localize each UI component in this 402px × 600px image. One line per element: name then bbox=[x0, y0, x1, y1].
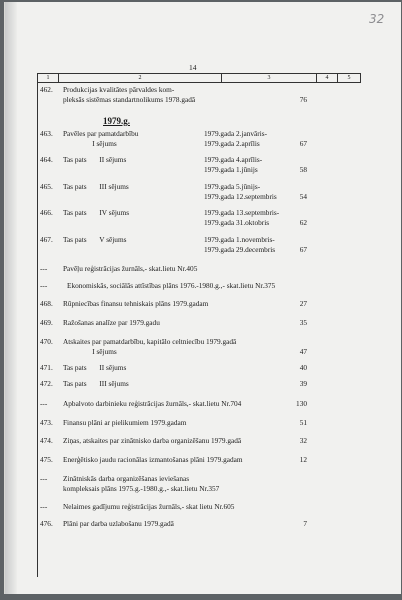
date-line: 1979.gada 2.janvāris- bbox=[204, 129, 268, 138]
row-description bbox=[63, 379, 129, 389]
row-sheet-count: 54 bbox=[299, 191, 307, 201]
row-description bbox=[63, 182, 129, 192]
date-line: 1979.gada 13.septembris- bbox=[204, 208, 280, 217]
description-line: Rūpniecības finansu tehniskais plāns 1979.gadam bbox=[63, 299, 209, 308]
row-number: 470. bbox=[40, 337, 53, 346]
row-description bbox=[63, 519, 174, 529]
row-dates bbox=[204, 129, 267, 148]
row-number: 472. bbox=[40, 379, 53, 388]
description-line: Ziņas, atskaites par zinātnisko darba organizēšanu 1979.gadā bbox=[63, 436, 242, 445]
row-sheet-count: 12 bbox=[299, 455, 307, 464]
row-number: 467. bbox=[40, 235, 53, 244]
handwritten-page-number: 32 bbox=[369, 12, 385, 26]
row-sheet-count: 51 bbox=[299, 418, 307, 427]
row-sheet-count: 40 bbox=[299, 363, 307, 372]
row-description bbox=[63, 129, 138, 148]
date-line: 1979.gada 4.aprīlis- bbox=[204, 155, 263, 164]
row-description bbox=[63, 455, 243, 465]
row-description bbox=[63, 502, 234, 512]
row-number: --- bbox=[40, 399, 48, 408]
column-header-row bbox=[37, 73, 361, 83]
description-line: Finansu plāni ar pielikumiem 1979.gadam bbox=[63, 418, 187, 427]
row-description bbox=[63, 85, 195, 104]
year-heading: 1979.g. bbox=[103, 116, 130, 126]
row-dates bbox=[204, 182, 277, 201]
document-page bbox=[4, 2, 401, 594]
description-line: Tas pats II sējums bbox=[63, 155, 127, 164]
description-line: Pavēļu reģistrācijas žurnāls,- skat.lietu Nr.405 bbox=[63, 264, 198, 273]
row-sheet-count: 58 bbox=[299, 164, 307, 174]
description-line: Tas pats V sējums bbox=[63, 235, 127, 244]
row-dates bbox=[204, 155, 262, 174]
date-line: 1979.gada 31.oktobris bbox=[204, 217, 270, 227]
row-description bbox=[63, 474, 219, 493]
description-line: Ekonomiskās, sociālās attīstības plāns 1976.-1980.g.,- skat.lietu Nr.375 bbox=[67, 281, 276, 290]
row-sheet-count: 32 bbox=[299, 436, 307, 445]
description-line: Zinātniskās darba organizēšanas ieviešanas bbox=[63, 474, 190, 483]
row-number: 474. bbox=[40, 436, 53, 445]
row-sheet-count: 39 bbox=[299, 379, 307, 388]
description-line: Nelaimes gadījumu reģistrācijas žurnāls,- skat lietu Nr.605 bbox=[63, 502, 235, 511]
row-number: 476. bbox=[40, 519, 53, 528]
row-dates bbox=[204, 208, 279, 227]
row-number: 463. bbox=[40, 129, 53, 138]
description-line: Tas pats III sējums bbox=[63, 182, 129, 191]
row-number: 475. bbox=[40, 455, 53, 464]
column-header-5: 5 bbox=[347, 75, 351, 81]
column-header-1: 1 bbox=[38, 74, 59, 82]
description-line: Tas pats IV sējums bbox=[63, 208, 130, 217]
column-header-3: 3 bbox=[222, 74, 317, 82]
row-sheet-count: 35 bbox=[299, 318, 307, 327]
row-sheet-count: 76 bbox=[299, 94, 307, 104]
row-description bbox=[63, 155, 126, 165]
description-line: Apbalvoto darbinieku reģistrācijas žurnāls,- skat.lietu Nr.704 bbox=[63, 399, 242, 408]
column-header-2: 2 bbox=[59, 74, 222, 82]
description-line: Enerģētisko jaudu racionālas izmantošanas plāni 1979.gadam bbox=[63, 455, 243, 464]
page-number: 14 bbox=[189, 63, 197, 72]
description-line: kompleksais plāns 1975.g.-1980.g.,- skat.lietu Nr.357 bbox=[63, 483, 220, 493]
row-sheet-count: 7 bbox=[303, 519, 307, 528]
row-number: --- bbox=[40, 502, 48, 511]
date-line: 1979.gada 29.decembris bbox=[204, 244, 276, 254]
row-description bbox=[63, 363, 126, 373]
row-number: 462. bbox=[40, 85, 53, 94]
row-description bbox=[63, 299, 208, 309]
row-number: 465. bbox=[40, 182, 53, 191]
left-border-line bbox=[37, 81, 38, 577]
row-number: --- bbox=[40, 264, 48, 273]
date-line: 1979.gada 12.septembris bbox=[204, 191, 277, 201]
row-description bbox=[63, 337, 236, 356]
row-number: 469. bbox=[40, 318, 53, 327]
description-line: Produkcijas kvalitātes pārvaldes kom- bbox=[63, 85, 175, 94]
description-line: Ražošanas analīze par 1979.gadu bbox=[63, 318, 160, 327]
row-sheet-count: 27 bbox=[299, 299, 307, 308]
row-description bbox=[63, 235, 126, 245]
row-number: 471. bbox=[40, 363, 53, 372]
row-dates bbox=[204, 235, 275, 254]
column-header-4: 4 bbox=[317, 74, 338, 82]
description-line: Tas pats III sējums bbox=[63, 379, 129, 388]
row-sheet-count: 47 bbox=[299, 346, 307, 356]
row-description bbox=[63, 436, 241, 446]
description-line: pleksās sistēmas standartnolikums 1978.gadā bbox=[63, 94, 196, 104]
description-line: Plāni par darba uzlabošanu 1979.gadā bbox=[63, 519, 174, 528]
row-description bbox=[63, 418, 186, 428]
date-line: 1979.gada 1.novembris- bbox=[204, 235, 275, 244]
row-description bbox=[63, 264, 197, 274]
row-number: --- bbox=[40, 281, 48, 290]
description-line: Tas pats II sējums bbox=[63, 363, 127, 372]
row-description bbox=[63, 208, 129, 218]
row-description bbox=[63, 318, 160, 328]
row-number: 466. bbox=[40, 208, 53, 217]
date-line: 1979.gada 5.jūnijs- bbox=[204, 182, 261, 191]
description-line: I sējums bbox=[63, 346, 117, 356]
date-line: 1979.gada 2.aprīlis bbox=[204, 138, 260, 148]
row-sheet-count: 130 bbox=[296, 399, 307, 408]
row-number: 468. bbox=[40, 299, 53, 308]
description-line: Pavēles par pamatdarbību bbox=[63, 129, 139, 138]
row-sheet-count: 67 bbox=[299, 138, 307, 148]
description-line: I sējums bbox=[63, 138, 117, 148]
row-description bbox=[63, 399, 241, 409]
row-sheet-count: 67 bbox=[299, 244, 307, 254]
row-number: 464. bbox=[40, 155, 53, 164]
description-line: Atskaites par pamatdarbību, kapitālo celtniecību 1979.gadā bbox=[63, 337, 237, 346]
row-number: 473. bbox=[40, 418, 53, 427]
date-line: 1979.gada 1.jūnijs bbox=[204, 164, 258, 174]
row-number: --- bbox=[40, 474, 48, 483]
row-description bbox=[67, 281, 275, 291]
row-sheet-count: 62 bbox=[299, 217, 307, 227]
